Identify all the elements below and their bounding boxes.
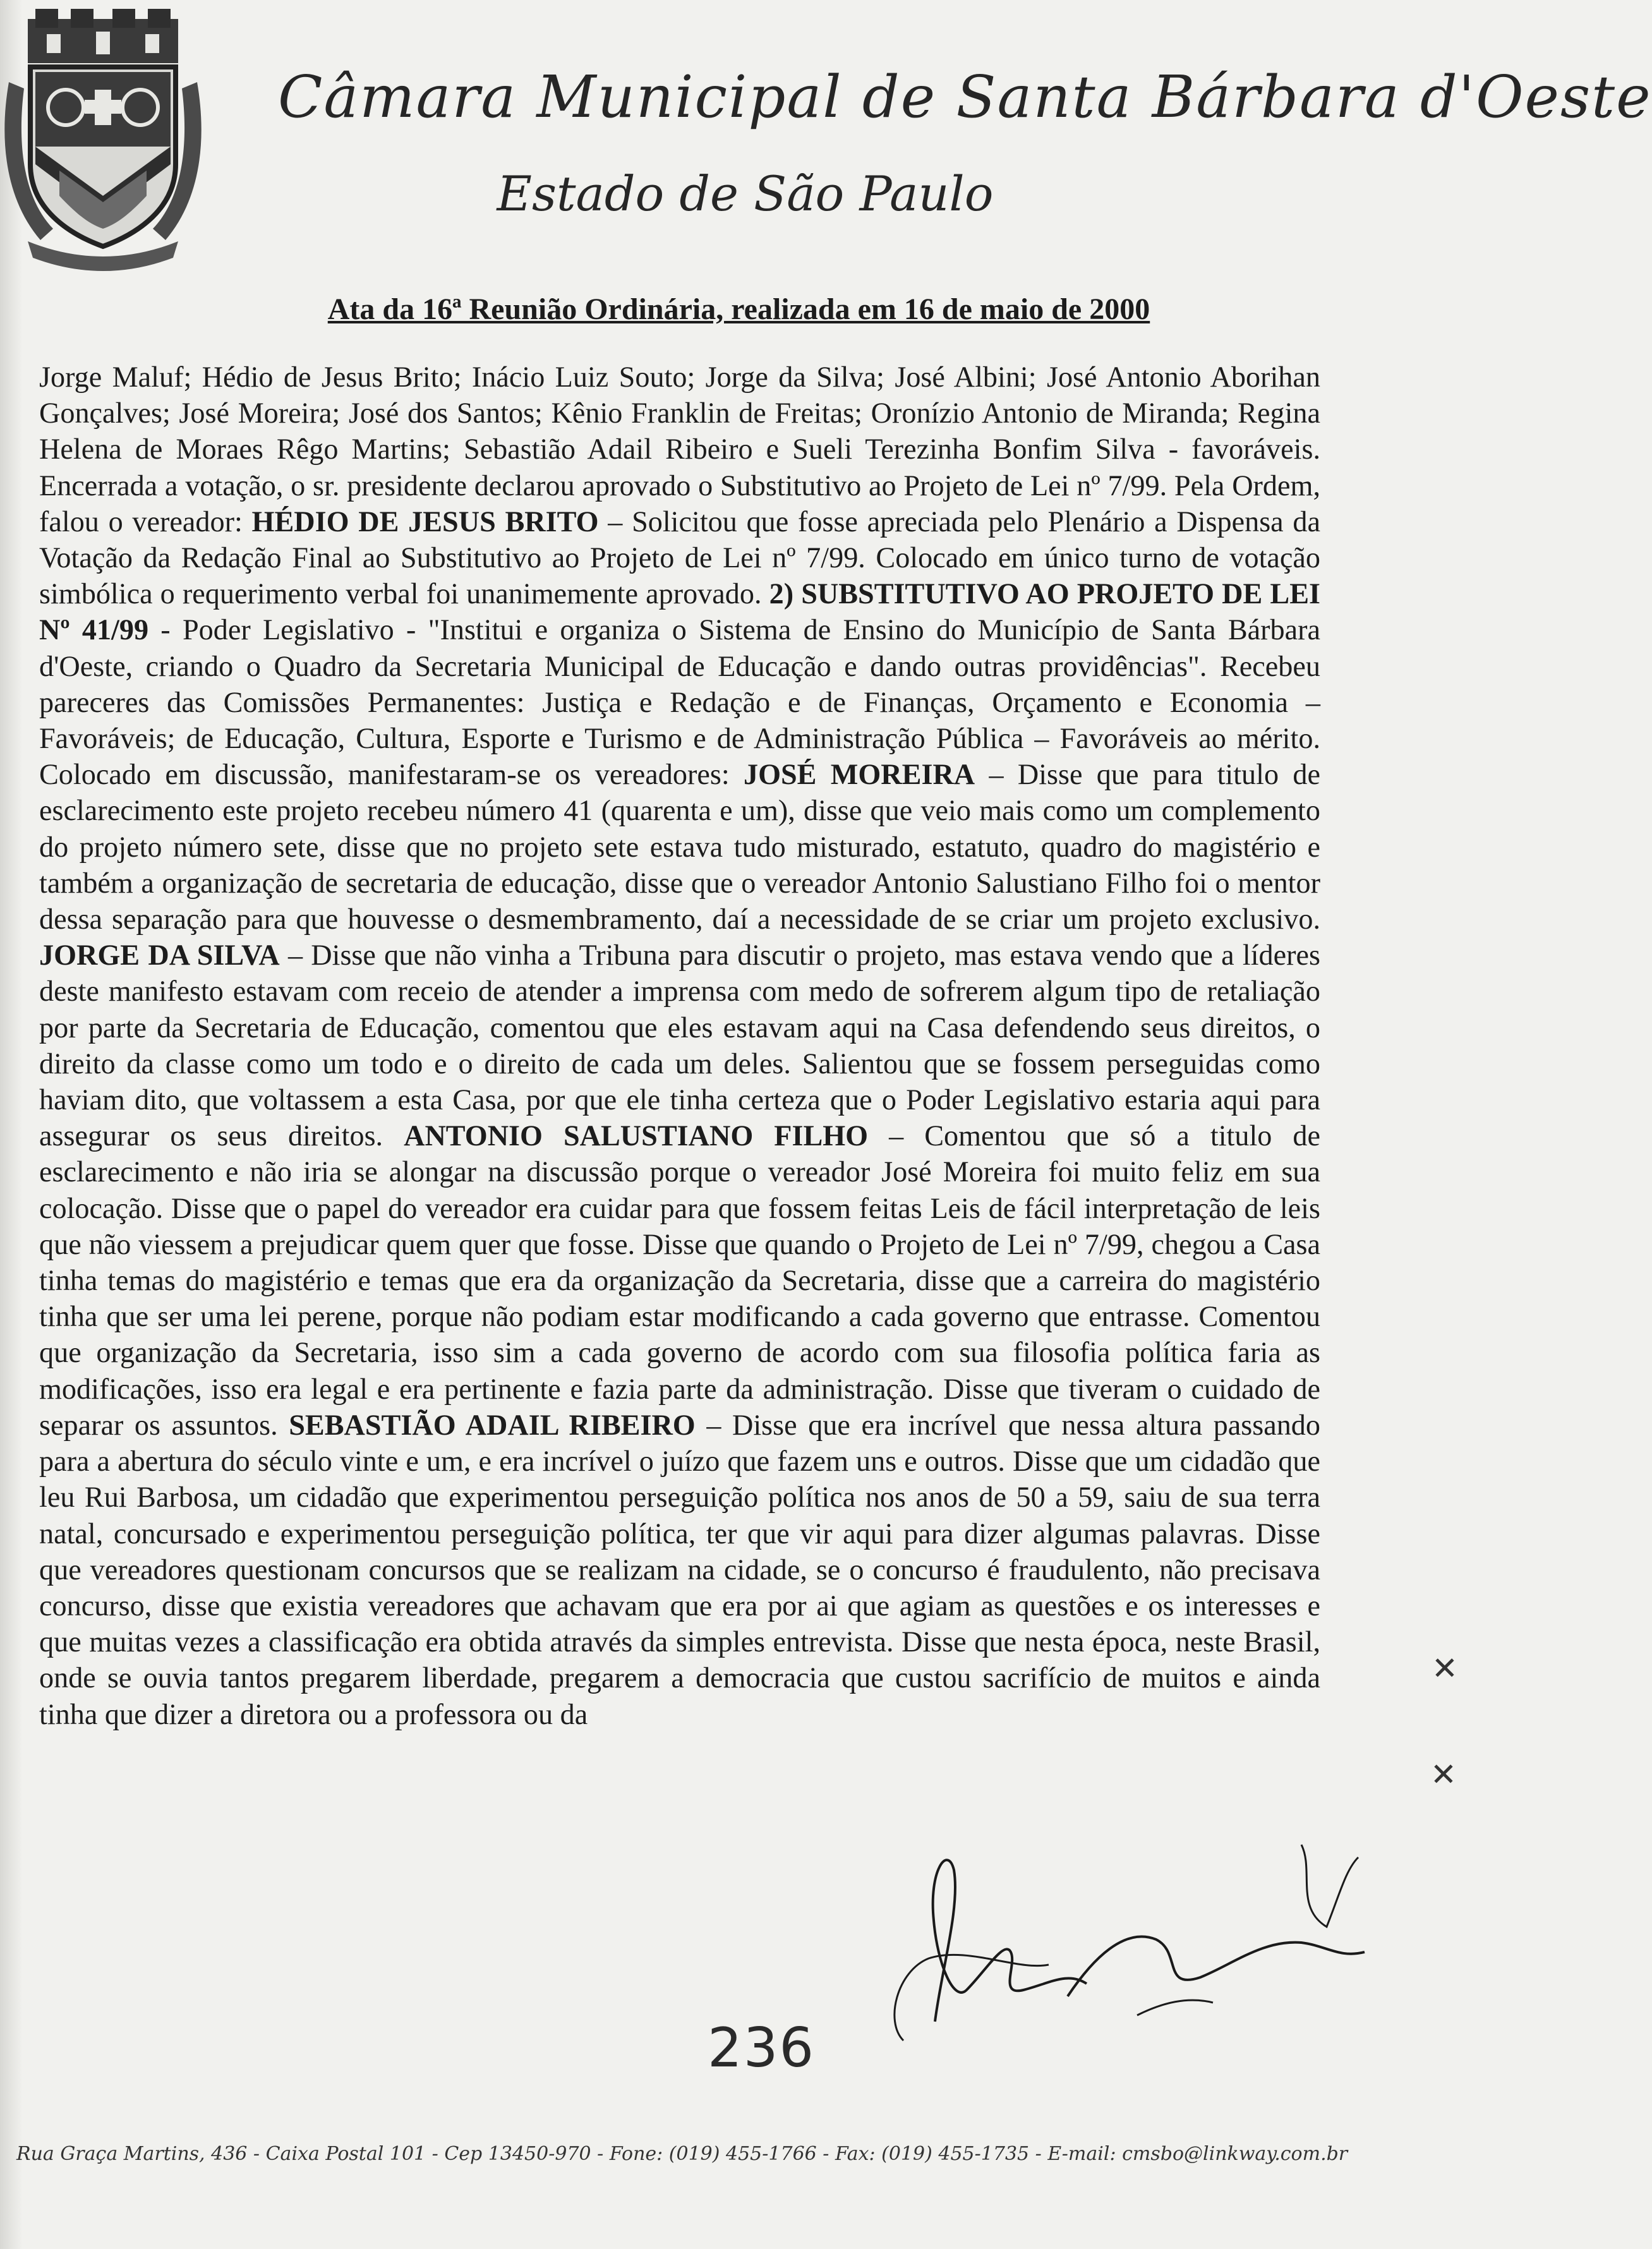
minutes-text-segment: – Comentou que só a titulo de esclarecimento e não iria se alongar na discussão porque o vereador José Moreira foi muito feliz em sua colocação. Disse que o papel do vereador era cuidar para que fossem feitas Leis de fácil interpretação de leis que não viessem a prejudicar quem quer que fosse. Disse que quando o Projeto de Lei nº 7/99, chegou a Casa tinha temas do magistério e temas que era da organização da Secretaria, disse que a carreira do magistério tinha que ser uma lei perene, porque não podiam estar modificando a cada governo que entrasse. Comentou que organização da Secretaria, isso sim a cada governo de acordo com sua filosofia política faria as modificações, isso era legal e era pertinente e fazia parte da administração. Disse que tiveram o cuidado de separar os assuntos. <box>39 1119 1320 1441</box>
speaker-or-item-heading: ANTONIO SALUSTIANO FILHO <box>404 1119 869 1152</box>
scan-edge-shadow <box>0 0 23 2249</box>
margin-check-mark: ✕ <box>1432 1650 1458 1687</box>
minutes-text-segment: - Poder Legislativo - "Institui e organiza o Sistema de Ensino do Município de Santa Bárbara d'Oeste, criando o Quadro da Secretaria Municipal de Educação e dando outras providências". Recebeu pareceres das Comissões Permanentes: Justiça e Redação e de Finanças, Orçamento e Economia – Favoráveis; de Educação, Cultura, Esporte e Turismo e de Administração Pública – Favoráveis ao mérito. Colocado em discussão, manifestaram-se os vereadores: <box>39 613 1320 791</box>
minutes-text-segment: – Disse que não vinha a Tribuna para discutir o projeto, mas estava vendo que a líderes deste manifesto estavam com receio de atender a imprensa com medo de sofrerem algum tipo de retaliação por parte da Secretaria de Educação, comentou que eles estavam aqui na Casa defendendo seus direitos, o direito da classe como um todo e o direito de cada um deles. Salientou que se fossem perseguidas como haviam dito, que voltassem a esta Casa, por que ele tinha certeza que o Poder Legislativo estaria aqui para assegurar os seus direitos. <box>39 939 1320 1152</box>
margin-check-mark: ✕ <box>1430 1756 1457 1793</box>
minutes-title: Ata da 16ª Reunião Ordinária, realizada em 16 de maio de 2000 <box>327 292 1150 326</box>
state-name-heading: Estado de São Paulo <box>497 166 994 222</box>
minutes-text-segment: Jorge Maluf; Hédio de Jesus Brito; Inácio Luiz Souto; Jorge da Silva; José Albini; José Antonio Aborihan Gonçalves; José Moreira; José dos Santos; Kênio Franklin de Freitas; Oronízio Antonio de Miranda; Regina Helena de Moraes Rêgo Martins; Sebastião Adail Ribeiro e Sueli Terezinha Bonfim Silva - favoráveis. Encerrada a votação, o sr. presidente declarou aprovado o Substitutivo ao Projeto de Lei nº 7/99. Pela Ordem, falou o vereador: <box>39 361 1320 538</box>
footer-contact-line: Rua Graça Martins, 436 - Caixa Postal 101 - Cep 13450-970 - Fone: (019) 455-1766 - Fax: (019) 455-1735 - E-mail: cmsbo@linkway.com.br <box>16 2143 1348 2165</box>
handwritten-signatures <box>859 1832 1402 2072</box>
speaker-or-item-heading: JOSÉ MOREIRA <box>743 758 975 791</box>
minutes-body <box>39 359 1320 1732</box>
minutes-text-segment: – Disse que para titulo de esclarecimento este projeto recebeu número 41 (quarenta e um), disse que veio mais como um complemento do projeto número sete, disse que no projeto sete estava tudo misturado, estatuto, quadro do magistério e também a organização de secretaria de educação, disse que o vereador Antonio Salustiano Filho foi o mentor dessa separação para que houvesse o desmembramento, daí a necessidade de se criar um projeto exclusivo. <box>39 758 1320 936</box>
minutes-text-segment: – Disse que era incrível que nessa altura passando para a abertura do século vinte e um, e era incrível o juízo que fazem uns e outros. Disse que um cidadão que leu Rui Barbosa, um cidadão que experimentou perseguição política nos anos de 50 a 59, saiu de sua terra natal, concursado e experimentou perseguição política, ter que vir aqui para dizer algumas palavras. Disse que vereadores questionam concursos que se realizam na cidade, se o concurso é fraudulento, não precisava concurso, disse que existia vereadores que achavam que era por ai que agiam as questões e os interesses e que muitas vezes a classificação era obtida através da simples entrevista. Disse que nesta época, neste Brasil, onde se ouvia tantos pregarem liberdade, pregarem a democracia que custou sacrifício de muitos e ainda tinha que dizer a diretora ou a professora ou da <box>39 1408 1320 1730</box>
municipal-coat-of-arms <box>3 6 203 272</box>
chamber-name-heading: Câmara Municipal de Santa Bárbara d'Oeste <box>278 63 1652 131</box>
speaker-or-item-heading: HÉDIO DE JESUS BRITO <box>251 505 599 538</box>
speaker-or-item-heading: 2) SUBSTITUTIVO AO PROJETO DE LEI Nº 41/99 <box>39 577 1320 646</box>
speaker-or-item-heading: SEBASTIÃO ADAIL RIBEIRO <box>289 1408 696 1441</box>
speaker-or-item-heading: JORGE DA SILVA <box>39 939 280 972</box>
minutes-text-segment: – Solicitou que fosse apreciada pelo Plenário a Dispensa da Votação da Redação Final ao Substitutivo ao Projeto de Lei nº 7/99. Colocado em único turno de votação simbólica o requerimento verbal foi unanimemente aprovado. <box>39 505 1321 610</box>
page-number: 236 <box>708 2017 816 2080</box>
